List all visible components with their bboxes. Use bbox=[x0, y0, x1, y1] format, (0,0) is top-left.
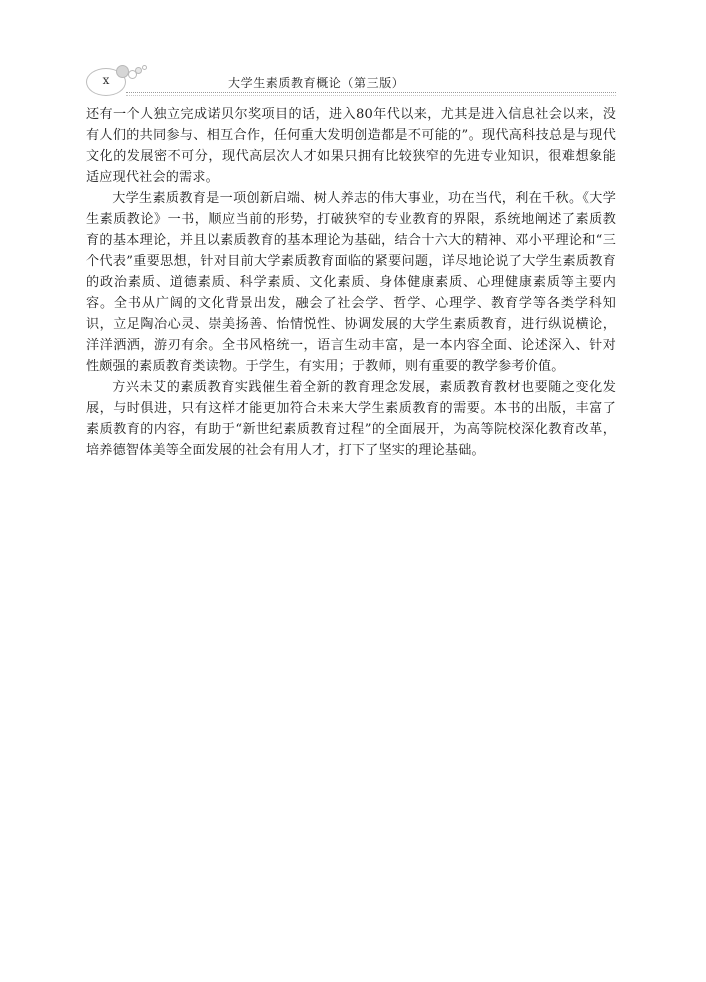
page-number: x bbox=[102, 73, 110, 87]
running-title: 大学生素质教育概论（第三版） bbox=[228, 76, 405, 90]
paragraph: 方兴未艾的素质教育实践催生着全新的教育理念发展，素质教育教材也要随之变化发展，与时俱进，只有这样才能更加符合未来大学生素质教育的需要。本书的出版，丰富了素质教育的内容，有助于“新世纪素质教育过程”的全面展开，为高等院校深化教育改革，培养德智体美等全面发展的社会有用人才，打下了坚实的理论基础。 bbox=[86, 380, 616, 458]
header-divider bbox=[126, 92, 616, 93]
decorative-bubble-icon bbox=[135, 67, 142, 74]
page-header bbox=[86, 62, 616, 98]
paragraph-continued: 还有一个人独立完成诺贝尔奖项目的话，进入80年代以来，尤其是进入信息社会以来，没有人们的共同参与、相互合作，任何重大发明创造都是不可能的”。现代高科技总是与现代文化的发展密不可分，现代高层次人才如果只拥有比较狭窄的先进专业知识，很难想象能适应现代社会的需求。 bbox=[86, 107, 616, 185]
body-text bbox=[86, 104, 616, 461]
paragraph: 大学生素质教育是一项创新启端、树人养志的伟大事业，功在当代，利在千秋。《大学生素质教论》一书，顺应当前的形势，打破狭窄的专业教育的界限，系统地阐述了素质教育的基本理论，并且以素质教育的基本理论为基础，结合十六大的精神、邓小平理论和“三个代表”重要思想，针对目前大学素质教育面临的紧要问题，详尽地论说了大学生素质教育的政治素质、道德素质、科学素质、文化素质、身体健康素质、心理健康素质等主要内容。全书从广阔的文化背景出发，融会了社会学、哲学、心理学、教育学等各类学科知识，立足陶冶心灵、崇美扬善、怡情悦性、协调发展的大学生素质教育，进行纵说横论，洋洋洒洒，游刃有余。全书风格统一，语言生动丰富，是一本内容全面、论述深入、针对性颇强的素质教育类读物。于学生，有实用；于教师，则有重要的教学参考价值。 bbox=[86, 191, 616, 374]
decorative-bubble-icon bbox=[142, 65, 147, 70]
decorative-bubble-icon bbox=[116, 65, 129, 78]
header-divider-secondary bbox=[126, 95, 616, 96]
